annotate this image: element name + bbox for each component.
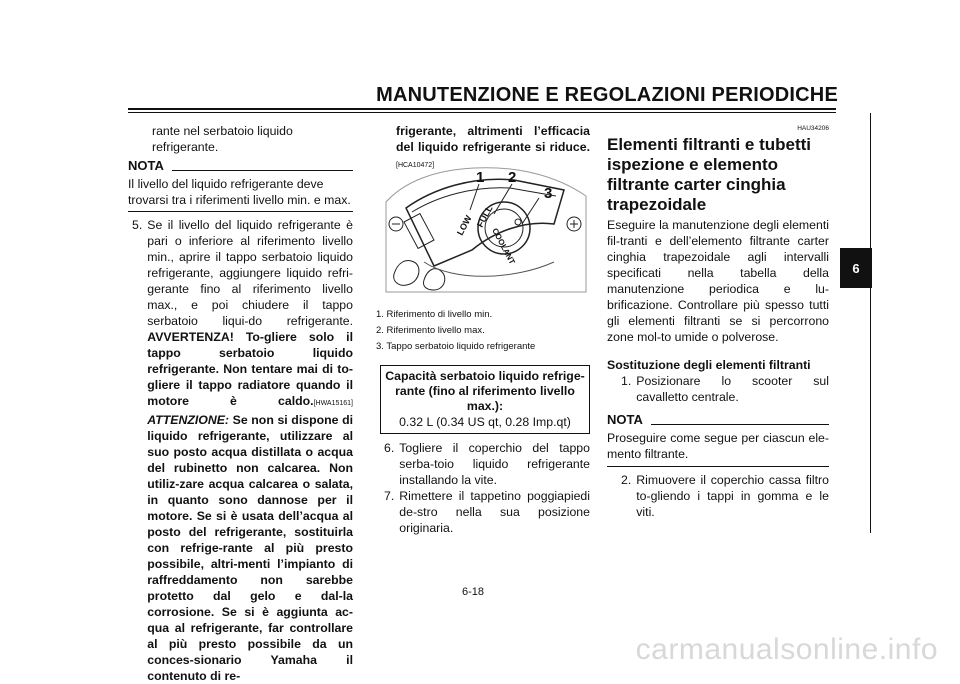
side-tab-line (870, 113, 871, 533)
chapter-tab: 6 (840, 248, 872, 288)
step-6-number: 6. (384, 441, 395, 455)
nota-heading (128, 158, 353, 174)
coolant-reservoir-illustration (384, 162, 588, 298)
nota-end-rule (128, 211, 353, 212)
attention-text: Se non si dispone di liquido refrigerante, utilizzare al suo posto acqua distillata o acqua del rubinetto non calcarea. Non utiliz-zare acqua calcarea o salata, in quanto sono dannose per il motore. Se si è usata dell’acqua al posto del refrigerante, sostituirla con refrige-rante al più presto possibile, altri-menti l’impianto di raffreddamento non sarebbe protetto dal gelo e dal-la corrosione. Se si è aggiunta ac-qua al refrigerante, far controllare al più presto possibile da un conces-sionario Yamaha il contenuto di re- (147, 413, 353, 683)
step-7 (376, 488, 590, 536)
step-7-number: 7. (384, 489, 395, 503)
figure-low-mark: LOW (454, 213, 474, 237)
header-rule-thin (128, 112, 836, 113)
warning-text: AVVERTENZA! To-gliere solo il tappo serbatoio liquido refrigerante. Non tentare mai di to-gliere il tappo radiatore quando il motore è caldo. (147, 330, 353, 408)
warning-code: [HWA15161] (313, 400, 353, 407)
step-1-text: Posizionare lo scooter sul cavalletto centrale. (636, 374, 829, 404)
attention-label: ATTENZIONE: (147, 413, 230, 427)
subsection-heading: Sostituzione degli elementi filtranti (607, 358, 811, 372)
right-column (607, 125, 829, 520)
step-2 (607, 472, 829, 520)
figure-captions (376, 307, 590, 355)
caption-1: 1. Riferimento di livello min. (376, 309, 493, 320)
nota-heading-right (607, 412, 829, 428)
intro-text: rante nel serbatoio liquido refrigerante. (152, 124, 293, 154)
nota-text-right: Proseguire come segue per ciascun ele-mento filtrante. (607, 431, 829, 461)
caption-3: 3. Tappo serbatoio liquido refrigerante (376, 341, 536, 352)
figure-coolant-mark: COOLANT (490, 226, 517, 266)
step-7-text: Rimettere il tappetino poggiapiedi de-stro nella sua posizione originaria. (399, 489, 590, 535)
nota-label-right: NOTA (607, 412, 643, 427)
step-6-text: Togliere il coperchio del tappo serba-toio liquido refrigerante installando la vite. (399, 441, 590, 487)
spec-value: 0.32 L (0.34 US qt, 0.28 Imp.qt) (399, 415, 571, 429)
step-5 (128, 217, 353, 684)
step-1-number: 1. (621, 374, 632, 388)
caution-code: [HCA10472] (396, 162, 435, 169)
nota-rule-right (651, 424, 829, 425)
spec-box (380, 365, 590, 434)
step-5-body (147, 217, 353, 684)
nota-end-rule-right (607, 466, 829, 467)
section-title: Elementi filtranti e tubetti ispezione e elemento filtrante carter cinghia trapezoidale (607, 135, 812, 214)
nota-label: NOTA (128, 158, 164, 173)
caption-2: 2. Riferimento livello max. (376, 325, 485, 336)
step-2-number: 2. (621, 473, 632, 487)
spec-label: Capacità serbatoio liquido refrige-rante (fino al riferimento livello max.): (385, 369, 585, 413)
step-2-text: Rimuovere il coperchio cassa filtro to-gliendo i tappi in gomma e le viti. (636, 473, 829, 519)
section-code: HAU34206 (797, 125, 829, 132)
middle-column-lower (376, 307, 590, 536)
section-text: Eseguire la manutenzione degli elementi fil-tranti e dell’elemento filtrante carter cinghia trapezoidale agli intervalli specificati nella tabella della manutenzione periodica e lu-brificazione. Controllare più spesso tutti gli elementi filtranti se si percorrono zone mol-to umide o polverose. (607, 218, 829, 344)
figure-callout-2: 2 (508, 169, 517, 186)
step-5-number: 5. (132, 218, 143, 232)
step-5-text: Se il livello del liquido refrigerante è pari o inferiore al riferimento livello min., aprire il tappo serbatoio liquido refrigerante, aggiungere liquido refri-gerante fino al riferimento livello max., e poi chiudere il tappo serbatoio liqui-do refrigerante. (147, 218, 353, 328)
step-1 (607, 373, 829, 405)
step-6 (376, 440, 590, 488)
nota-rule (172, 170, 353, 171)
header-rule (128, 108, 836, 110)
figure-callout-3: 3 (544, 185, 553, 202)
nota-text: Il livello del liquido refrigerante deve trovarsi tra i riferimenti livello min. e max. (128, 177, 351, 207)
page-number: 6-18 (462, 586, 485, 598)
figure-full-mark: FULL (474, 203, 495, 229)
page-header-title: MANUTENZIONE E REGOLAZIONI PERIODICHE (376, 84, 838, 106)
figure-callout-1: 1 (476, 169, 485, 186)
watermark: carmanualsonline.info (635, 633, 938, 666)
caution-text: frigerante, altrimenti l’efficacia del liquido refrigerante si riduce. (396, 124, 590, 154)
left-column (128, 123, 353, 684)
